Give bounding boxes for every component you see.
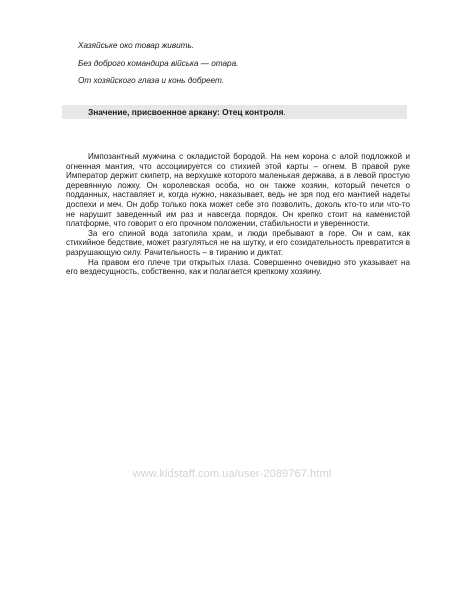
proverbs-block: [78, 41, 418, 94]
paragraph: На правом его плече три открытых глаза. Совершенно очевидно это указывает на его вездесущность, собственно, как и полагается крепкому хозяину.: [66, 257, 410, 277]
section-heading-suffix: .: [283, 107, 286, 117]
proverb-line: От хозяйского глаза и конь добреет.: [78, 76, 225, 85]
body-text: [66, 152, 410, 277]
section-heading-label: Значение, присвоенное аркану: Отец контроля: [88, 107, 284, 117]
watermark-url: www.kidstaff.com.ua/user-2089767.html: [132, 468, 332, 480]
paragraph: Импозантный мужчина с окладистой бородой. На нем корона с алой подложкой и огненная мантия, что ассоциируется со стихией этой карты – огнем. В правой руке Император держит скипетр, на верхушке которого маленькая держава, а в левой простую деревянную ложку. Он королевская особа, но он также хозяин, который печется о подданных, наставляет и, когда нужно, наказывает, ведь не зря под его мантией надеты доспехи и меч. Он добр только пока может себе это позволить, доколь кто-то или что-то не нарушит заведенный им раз и навсегда порядок. Он крепко стоит на каменистой платформе, что говорит о его прочном положении, стабильности и уверенности.: [66, 152, 410, 229]
paragraph: За его спиной вода затопила храм, и люди пребывают в горе. Он и сам, как стихийное бедствие, может разгуляться не на шутку, и его созидательность превратится в разрушающую силу. Рачительность – в тиранию и диктат.: [66, 228, 410, 257]
proverb-line: Без доброго командира війська — отара.: [78, 58, 239, 68]
section-heading: [88, 107, 286, 117]
proverb-line: Хазяйське око товар живить.: [78, 41, 195, 50]
